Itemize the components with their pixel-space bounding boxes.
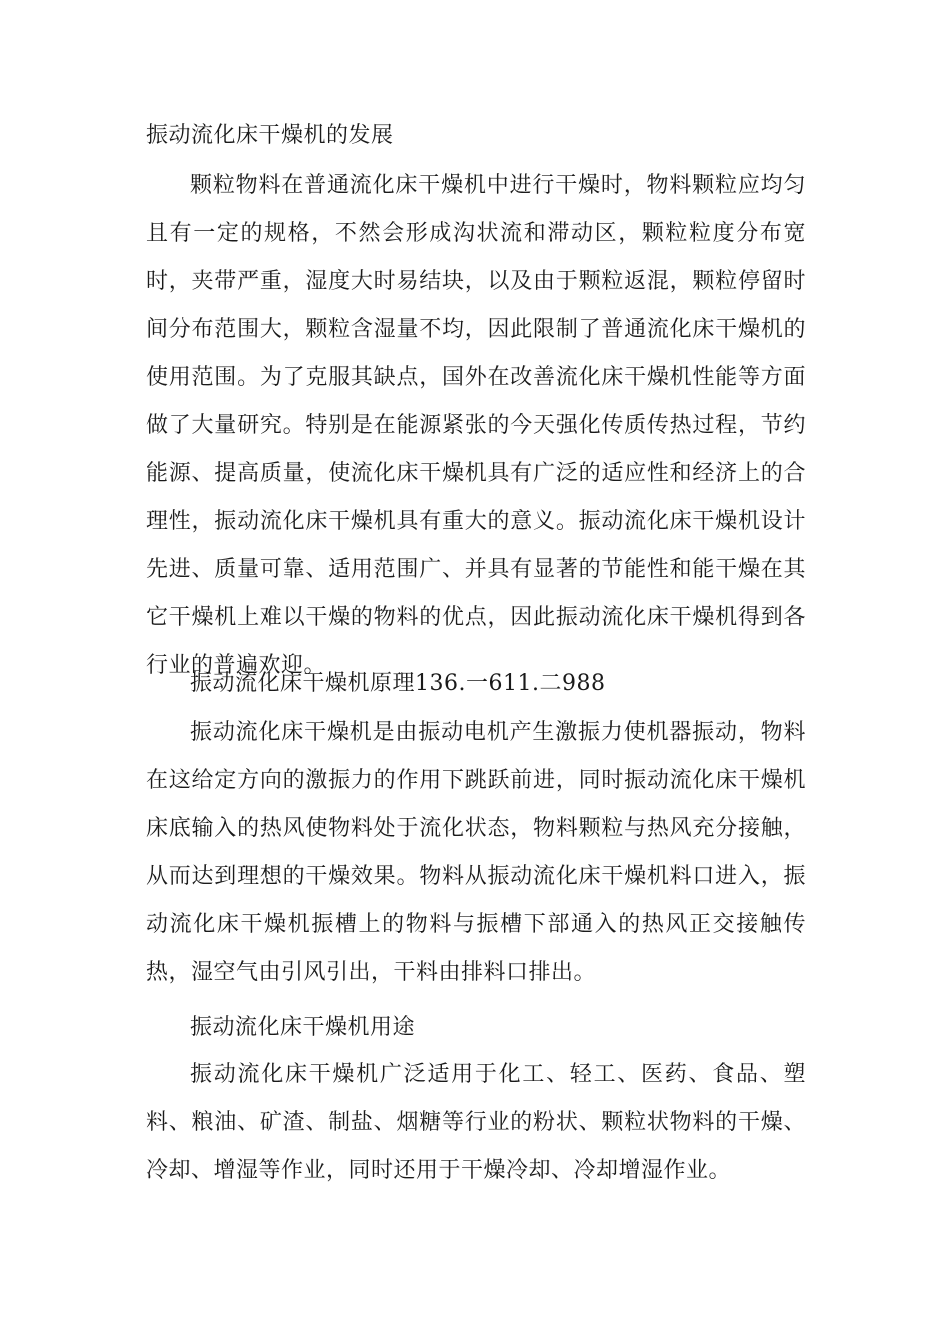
paragraph-principle: 振动流化床干燥机是由振动电机产生激振力使机器振动，物料在这给定方向的激振力的作用下跳跃前进，同时振动流化床干燥机床底输入的热风使物料处于流化状态，物料颗粒与热风充分接触，从而达到理想的干燥效果。物料从振动流化床干燥机料口进入，振动流化床干燥机振槽上的物料与振槽下部通入的热风正交接触传热，湿空气由引风引出，干料由排料口排出。	[146, 720, 806, 985]
paragraph-development: 颗粒物料在普通流化床干燥机中进行干燥时，物料颗粒应均匀且有一定的规格，不然会形成沟状流和滞动区，颗粒粒度分布宽时，夹带严重，湿度大时易结块，以及由于颗粒返混，颗粒停留时间分布范围大，颗粒含湿量不均，因此限制了普通流化床干燥机的使用范围。为了克服其缺点，国外在改善流化床干燥机性能等方面做了大量研究。特别是在能源紧张的今天强化传质传热过程，节约能源、提高质量，使流化床干燥机具有广泛的适应性和经济上的合理性，振动流化床干燥机具有重大的意义。振动流化床干燥机设计先进、质量可靠、适用范围广、并具有显著的节能性和能干燥在其它干燥机上难以干燥的物料的优点，因此振动流化床干燥机得到各行业的普遍欢迎。	[146, 173, 806, 678]
paragraph-usage: 振动流化床干燥机广泛适用于化工、轻工、医药、食品、塑料、粮油、矿渣、制盐、烟糖等行业的粉状、颗粒状物料的干燥、冷却、增湿等作业，同时还用于干燥冷却、冷却增湿作业。	[146, 1062, 806, 1183]
section-heading-principle: 振动流化床干燥机原理136.一611.二988	[190, 671, 606, 696]
section-heading-usage: 振动流化床干燥机用途	[190, 1015, 416, 1040]
document-title: 振动流化床干燥机的发展	[146, 123, 394, 148]
